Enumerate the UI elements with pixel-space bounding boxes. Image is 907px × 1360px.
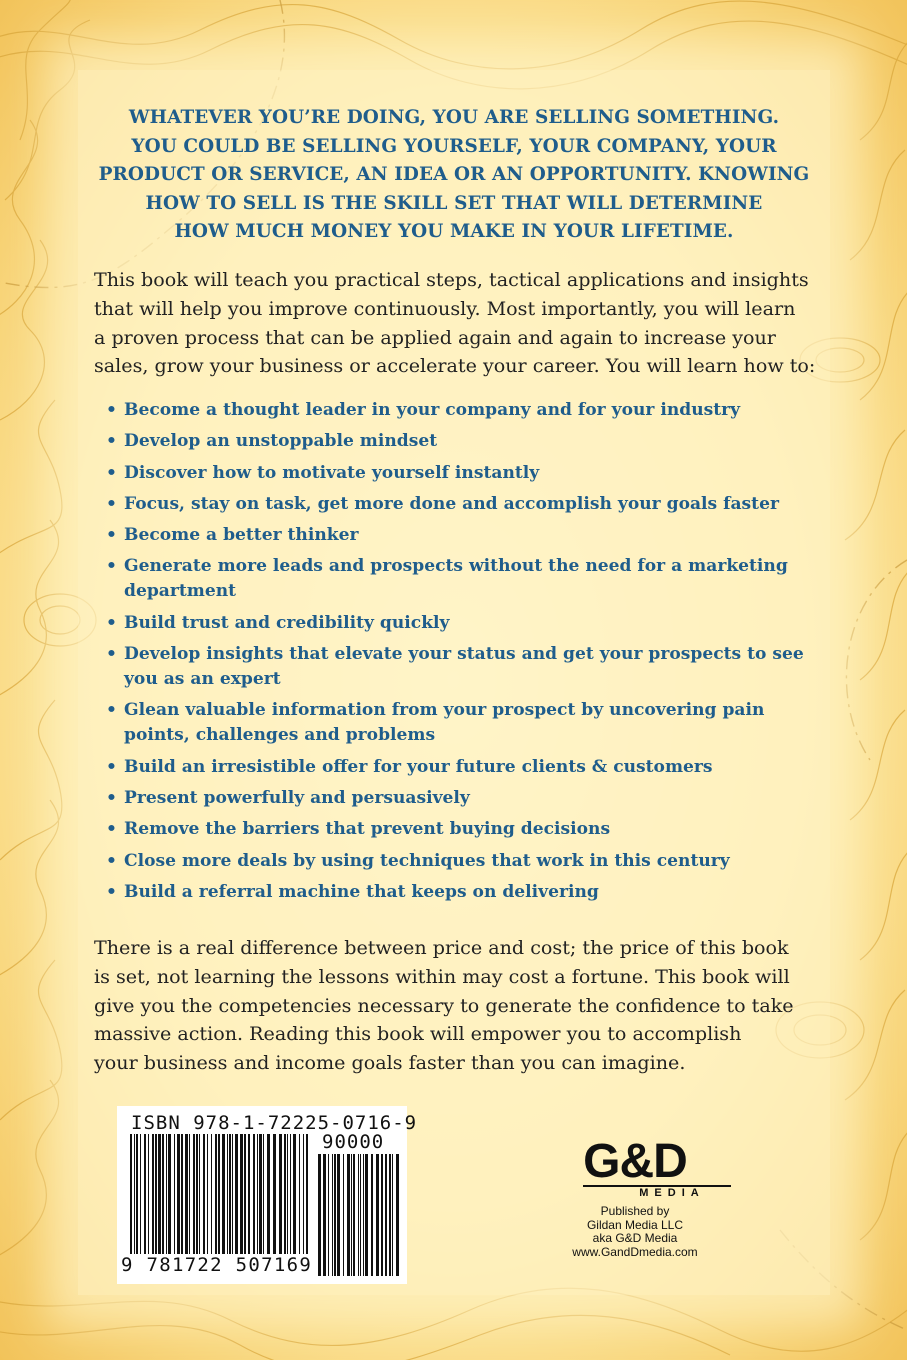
- list-item-text: • Build a referral machine that keeps on delivering: [124, 881, 599, 902]
- list-item: [106, 755, 806, 780]
- list-item: [106, 849, 806, 874]
- list-item-text: • Focus, stay on task, get more done and accomplish your goals faster: [124, 493, 779, 514]
- list-item: [106, 880, 806, 905]
- publisher-logo: G&D: [583, 1135, 687, 1188]
- list-item-text: • Become a thought leader in your company and for your industry: [124, 400, 741, 420]
- list-item-text: • Close more deals by using techniques that work in this century: [124, 850, 730, 871]
- ean-barcode-bars: [129, 1134, 309, 1254]
- closing-line: give you the competencies necessary to generate the confidence to take: [94, 993, 794, 1017]
- list-item-text: • Remove the barriers that prevent buying decisions: [124, 819, 611, 840]
- publisher-line: Published by: [600, 1204, 670, 1218]
- list-item: [106, 554, 806, 604]
- closing-line: There is a real difference between price and cost; the price of this book: [94, 936, 789, 959]
- list-item: [106, 461, 806, 486]
- list-item: [106, 698, 806, 748]
- closing-line: your business and income goals faster than you can imagine.: [94, 1051, 686, 1075]
- isbn-barcode: [117, 1106, 418, 1284]
- publisher-line: www.GandDmedia.com: [572, 1244, 698, 1259]
- list-item: [106, 786, 806, 811]
- list-item: [106, 523, 806, 548]
- headline-line: HOW MUCH MONEY YOU MAKE IN YOUR LIFETIME.: [174, 221, 734, 242]
- intro-line: that will help you improve continuously. Most importantly, you will learn: [94, 296, 796, 320]
- list-item-text: • Generate more leads and prospects without the need for a marketing: [124, 556, 788, 577]
- publisher-line: aka G&D Media: [592, 1231, 678, 1245]
- ean-digits: 9 781722 507169: [121, 1254, 313, 1276]
- list-item-text-continued: you as an expert: [124, 669, 281, 690]
- publisher-logo-sub: MEDIA: [583, 1185, 731, 1199]
- list-item-text-continued: department: [124, 581, 237, 602]
- intro-line: sales, grow your business or accelerate your career. You will learn how to:: [94, 354, 816, 378]
- intro-line: a proven process that can be applied again and again to increase your: [94, 325, 776, 349]
- list-item-text: • Discover how to motivate yourself instantly: [124, 462, 540, 483]
- list-item: [106, 642, 806, 692]
- closing-line: is set, not learning the lessons within may cost a fortune. This book will: [94, 964, 790, 988]
- publisher-line: Gildan Media LLC: [586, 1217, 684, 1232]
- list-item-text: • Build an irresistible offer for your future clients & customers: [124, 756, 713, 777]
- price-code: 90000: [322, 1131, 385, 1153]
- publisher-info: [560, 1205, 710, 1259]
- intro-paragraph: [94, 266, 818, 381]
- list-item: [106, 429, 806, 454]
- closing-paragraph: [94, 934, 818, 1078]
- publisher-block: [560, 1135, 710, 1259]
- list-item-text: • Present powerfully and persuasively: [124, 787, 470, 808]
- list-item-text: • Glean valuable information from your prospect by uncovering pain: [124, 700, 765, 721]
- list-item-text: • Become a better thinker: [124, 525, 359, 546]
- intro-line: This book will teach you practical steps, tactical applications and insights: [94, 268, 809, 291]
- addon-barcode-bars: [317, 1154, 399, 1276]
- list-item-text: • Build trust and credibility quickly: [124, 612, 450, 633]
- list-item: [106, 611, 806, 636]
- headline-line: PRODUCT OR SERVICE, AN IDEA OR AN OPPORTUNITY. KNOWING: [98, 164, 810, 185]
- headline-line: HOW TO SELL IS THE SKILL SET THAT WILL DETERMINE: [145, 192, 763, 214]
- list-item: [106, 398, 806, 423]
- closing-line: massive action. Reading this book will empower you to accomplish: [94, 1022, 742, 1046]
- list-item: [106, 817, 806, 842]
- isbn-label: ISBN 978-1-72225-0716-9: [131, 1112, 418, 1134]
- headline-line: WHATEVER YOU’RE DOING, YOU ARE SELLING SOMETHING.: [128, 107, 780, 128]
- list-item-text: • Develop insights that elevate your status and get your prospects to see: [124, 644, 804, 665]
- headline-block: [92, 104, 816, 247]
- list-item-text-continued: points, challenges and problems: [124, 725, 436, 746]
- list-item: [106, 492, 806, 517]
- list-item-text: • Develop an unstoppable mindset: [124, 431, 438, 452]
- benefit-list: [106, 398, 806, 911]
- headline-line: YOU COULD BE SELLING YOURSELF, YOUR COMPANY, YOUR: [131, 135, 777, 157]
